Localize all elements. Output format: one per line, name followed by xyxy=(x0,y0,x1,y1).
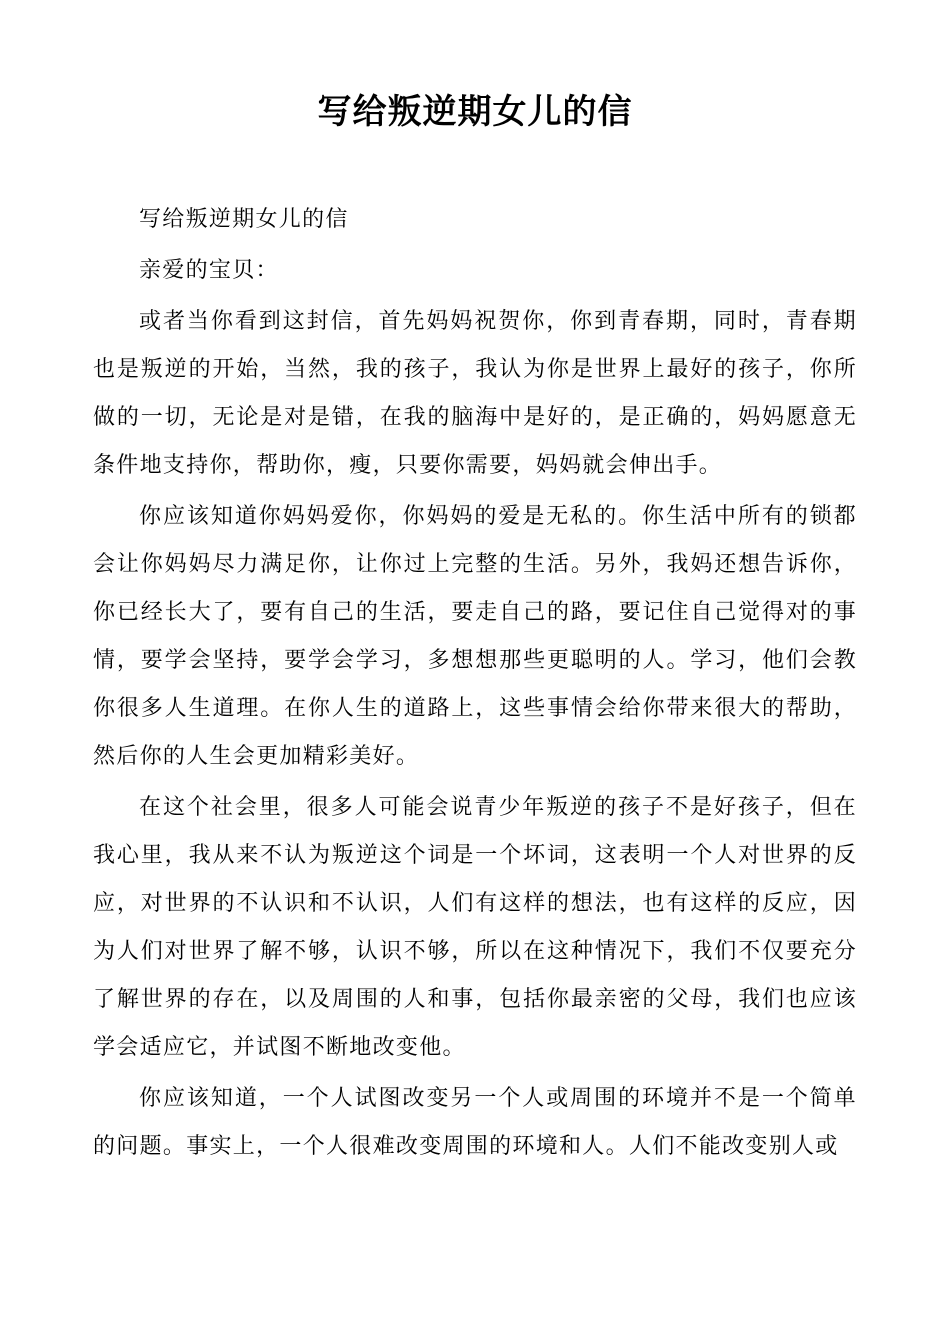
paragraph: 在这个社会里，很多人可能会说青少年叛逆的孩子不是好孩子，但在我心里，我从来不认为叛逆这个词是一个坏词，这表明一个人对世界的反应，对世界的不认识和不认识，人们有这样的想法，也有这样的反应，因为人们对世界了解不够，认识不够，所以在这种情况下，我们不仅要充分了解世界的存在，以及周围的人和事，包括你最亲密的父母，我们也应该学会适应它，并试图不断地改变他。 xyxy=(93,795,857,1060)
paragraph: 或者当你看到这封信，首先妈妈祝贺你，你到青春期，同时，青春期也是叛逆的开始，当然，我的孩子，我认为你是世界上最好的孩子，你所做的一切，无论是对是错，在我的脑海中是好的，是正确的，妈妈愿意无条件地支持你，帮助你，瘦，只要你需要，妈妈就会伸出手。 xyxy=(93,309,857,478)
paragraph-salutation: 亲爱的宝贝： xyxy=(139,258,279,283)
document-title: 写给叛逆期女儿的信 xyxy=(317,92,633,132)
paragraph-heading: 写给叛逆期女儿的信 xyxy=(139,207,349,232)
paragraph: 你应该知道，一个人试图改变另一个人或周围的环境并不是一个简单的问题。事实上，一个人很难改变周围的环境和人。人们不能改变别人或 xyxy=(93,1086,857,1159)
paragraph: 你应该知道你妈妈爱你，你妈妈的爱是无私的。你生活中所有的锁都会让你妈妈尽力满足你，让你过上完整的生活。另外，我妈还想告诉你，你已经长大了，要有自己的生活，要走自己的路，要记住自己觉得对的事情，要学会坚持，要学会学习，多想想那些更聪明的人。学习，他们会教你很多人生道理。在你人生的道路上，这些事情会给你带来很大的帮助，然后你的人生会更加精彩美好。 xyxy=(93,504,857,769)
document-body xyxy=(93,196,857,1174)
